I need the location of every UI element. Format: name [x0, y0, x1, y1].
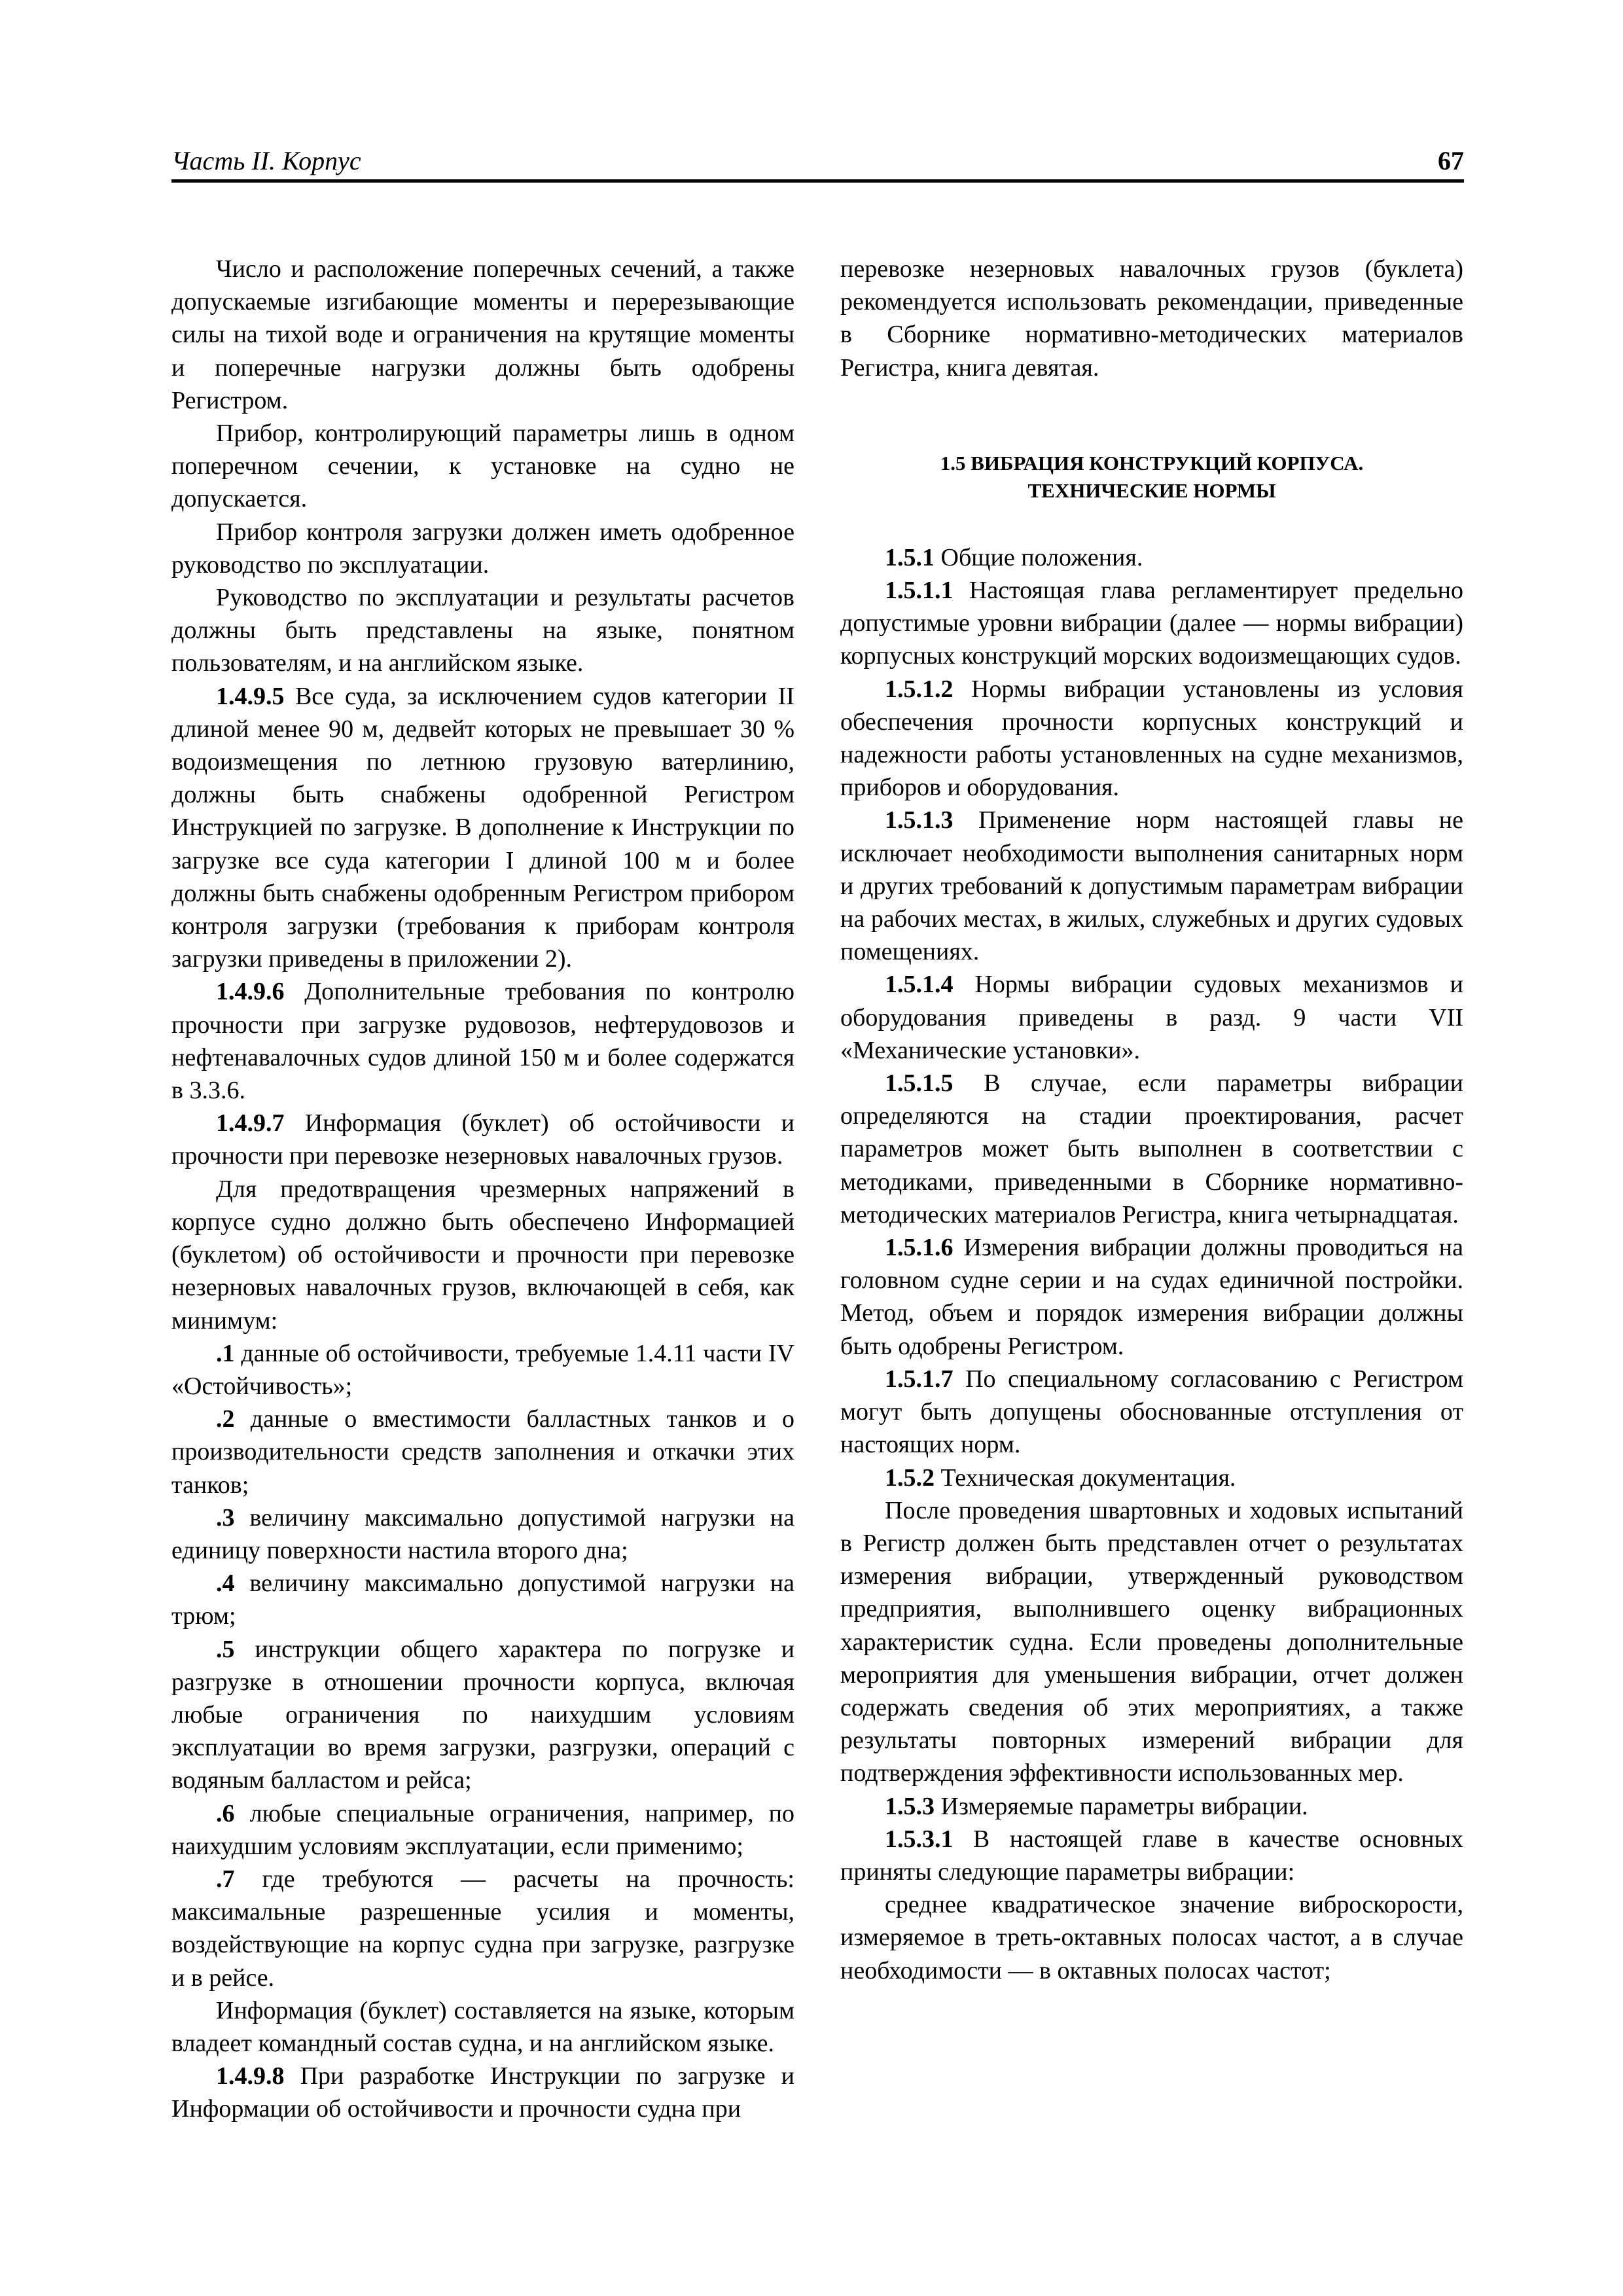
paragraph: Информация (буклет) составляется на языке, которым владеет командный состав судна, и на английском языке. — [171, 1996, 794, 2057]
paragraph: 1.5.1.2 Нормы вибрации установлены из условия обеспечения прочности корпусных конструкций и надежности работы установленных на судне механизмов, приборов и оборудования. — [840, 675, 1463, 802]
paragraph: 1.4.9.7 Информация (буклет) об остойчивости и прочности при перевозке незерновых навалочных грузов. — [171, 1109, 794, 1170]
subsection-title: 1.5.2 Техническая документация. — [885, 1463, 1236, 1492]
paragraph: 1.5.1.5 В случае, если параметры вибрации определяются на стадии проектирования, расчет параметров может быть выполнен в соответствии с методиками, приведенными в Сборнике нормативно-методических материалов Регистра, книга четырнадцатая. — [840, 1069, 1463, 1229]
paragraph: Руководство по эксплуатации и результаты расчетов должны быть представлены на языке, понятном пользователям, и на английском языке. — [171, 584, 794, 677]
paragraph-continued: перевозке незерновых навалочных грузов (буклета) рекомендуется использовать рекомендации, приведенные в Сборнике нормативно-методических материалов Регистра, книга девятая. — [840, 255, 1463, 382]
paragraph: 1.5.1.4 Нормы вибрации судовых механизмов и оборудования приведены в разд. 9 части VII «Механические установки». — [840, 971, 1463, 1064]
paragraph: 1.4.9.5 Все суда, за исключением судов категории II длиной менее 90 м, дедвейт которых не превышает 30 % водоизмещения по летнюю грузовую ватерлинию, должны быть снабжены одобренной Регистром Инструкцией по загрузке. В дополнение к Инструкции по загрузке все суда категории I длиной 100 м и более должны быть снабжены одобренным Регистром прибором контроля загрузки (требования к приборам контроля загрузки приведены в приложении 2). — [171, 682, 794, 973]
header-rule — [171, 179, 1464, 183]
section-heading-line: ТЕХНИЧЕСКИЕ НОРМЫ — [1027, 478, 1276, 502]
running-title: Часть II. Корпус — [171, 146, 361, 175]
paragraph: среднее квадратическое значение виброскорости, измеряемое в треть-октавных полосах частот, а в случае необходимости — в октавных полосах частот; — [840, 1891, 1463, 1984]
list-item: .4 величину максимально допустимой нагрузки на трюм; — [171, 1570, 794, 1630]
paragraph: 1.5.1.3 Применение норм настоящей главы не исключает необходимости выполнения санитарных норм и других требований к допустимым параметрам вибрации на рабочих местах, в жилых, служебных и других судовых помещениях. — [840, 806, 1463, 966]
section-heading-line: 1.5 ВИБРАЦИЯ КОНСТРУКЦИЙ КОРПУСА. — [940, 451, 1364, 475]
paragraph: 1.5.1.7 По специальному согласованию с Регистром могут быть допущены обоснованные отступления от настоящих норм. — [840, 1365, 1463, 1459]
right-column — [840, 253, 1463, 1987]
page-header — [171, 140, 1464, 179]
paragraph: Прибор контроля загрузки должен иметь одобренное руководство по эксплуатации. — [171, 518, 794, 579]
list-item: .1 данные об остойчивости, требуемые 1.4.11 части IV «Остойчивость»; — [171, 1339, 794, 1400]
list-item: .5 инструкции общего характера по погрузке и разгрузке в отношении прочности корпуса, включая любые ограничения по наихудшим условиям эксплуатации во время загрузки, разгрузки, операций с водяным балластом и рейса; — [171, 1635, 794, 1795]
paragraph: 1.5.3.1 В настоящей главе в качестве основных приняты следующие параметры вибрации: — [840, 1825, 1463, 1886]
left-column — [171, 253, 794, 2126]
section-heading — [840, 450, 1463, 505]
paragraph: 1.5.1.6 Измерения вибрации должны проводиться на головном судне серии и на судах единичной постройки. Метод, объем и порядок измерения вибрации должны быть одобрены Регистром. — [840, 1234, 1463, 1360]
paragraph: Число и расположение поперечных сечений, а также допускаемые изгибающие моменты и перерезывающие силы на тихой воде и ограничения на крутящие моменты и поперечные нагрузки должны быть одобрены Регистром. — [171, 255, 794, 414]
subsection-title: 1.5.1 Общие положения. — [885, 543, 1143, 571]
page-number: 67 — [1438, 146, 1464, 175]
paragraph: После проведения швартовных и ходовых испытаний в Регистр должен быть представлен отчет о результатах измерения вибрации, утвержденный руководством предприятия, выполнившего оценку вибрационных характеристик судна. Если проведены дополнительные мероприятия для уменьшения вибрации, отчет должен содержать сведения об этих мероприятиях, а также результаты повторных измерений вибрации для подтверждения эффективности использованных мер. — [840, 1496, 1463, 1787]
paragraph: 1.4.9.6 Дополнительные требования по контролю прочности при загрузке рудовозов, нефтерудовозов и нефтенавалочных судов длиной 150 м и более содержатся в 3.3.6. — [171, 978, 794, 1105]
list-item: .7 где требуются — расчеты на прочность: максимальные разрешенные усилия и моменты, воздействующие на корпус судна при загрузке, разгрузке и в рейсе. — [171, 1865, 794, 1992]
paragraph: Для предотвращения чрезмерных напряжений в корпусе судно должно быть обеспечено Информацией (буклетом) об остойчивости и прочности при перевозке незерновых навалочных грузов, включающей в себя, как минимум: — [171, 1175, 794, 1335]
paragraph: 1.5.1.1 Настоящая глава регламентирует предельно допустимые уровни вибрации (далее — нормы вибрации) корпусных конструкций морских водоизмещающих судов. — [840, 577, 1463, 670]
subsection-title: 1.5.3 Измеряемые параметры вибрации. — [885, 1792, 1308, 1820]
list-item: .3 величину максимально допустимой нагрузки на единицу поверхности настила второго дна; — [171, 1503, 794, 1564]
list-item: .2 данные о вместимости балластных танков и о производительности средств заполнения и откачки этих танков; — [171, 1405, 794, 1499]
paragraph: Прибор, контролирующий параметры лишь в одном поперечном сечении, к установке на судно не допускается. — [171, 420, 794, 513]
paragraph: 1.4.9.8 При разработке Инструкции по загрузке и Информации об остойчивости и прочности судна при — [171, 2062, 794, 2123]
list-item: .6 любые специальные ограничения, например, по наихудшим условиям эксплуатации, если применимо; — [171, 1799, 794, 1860]
